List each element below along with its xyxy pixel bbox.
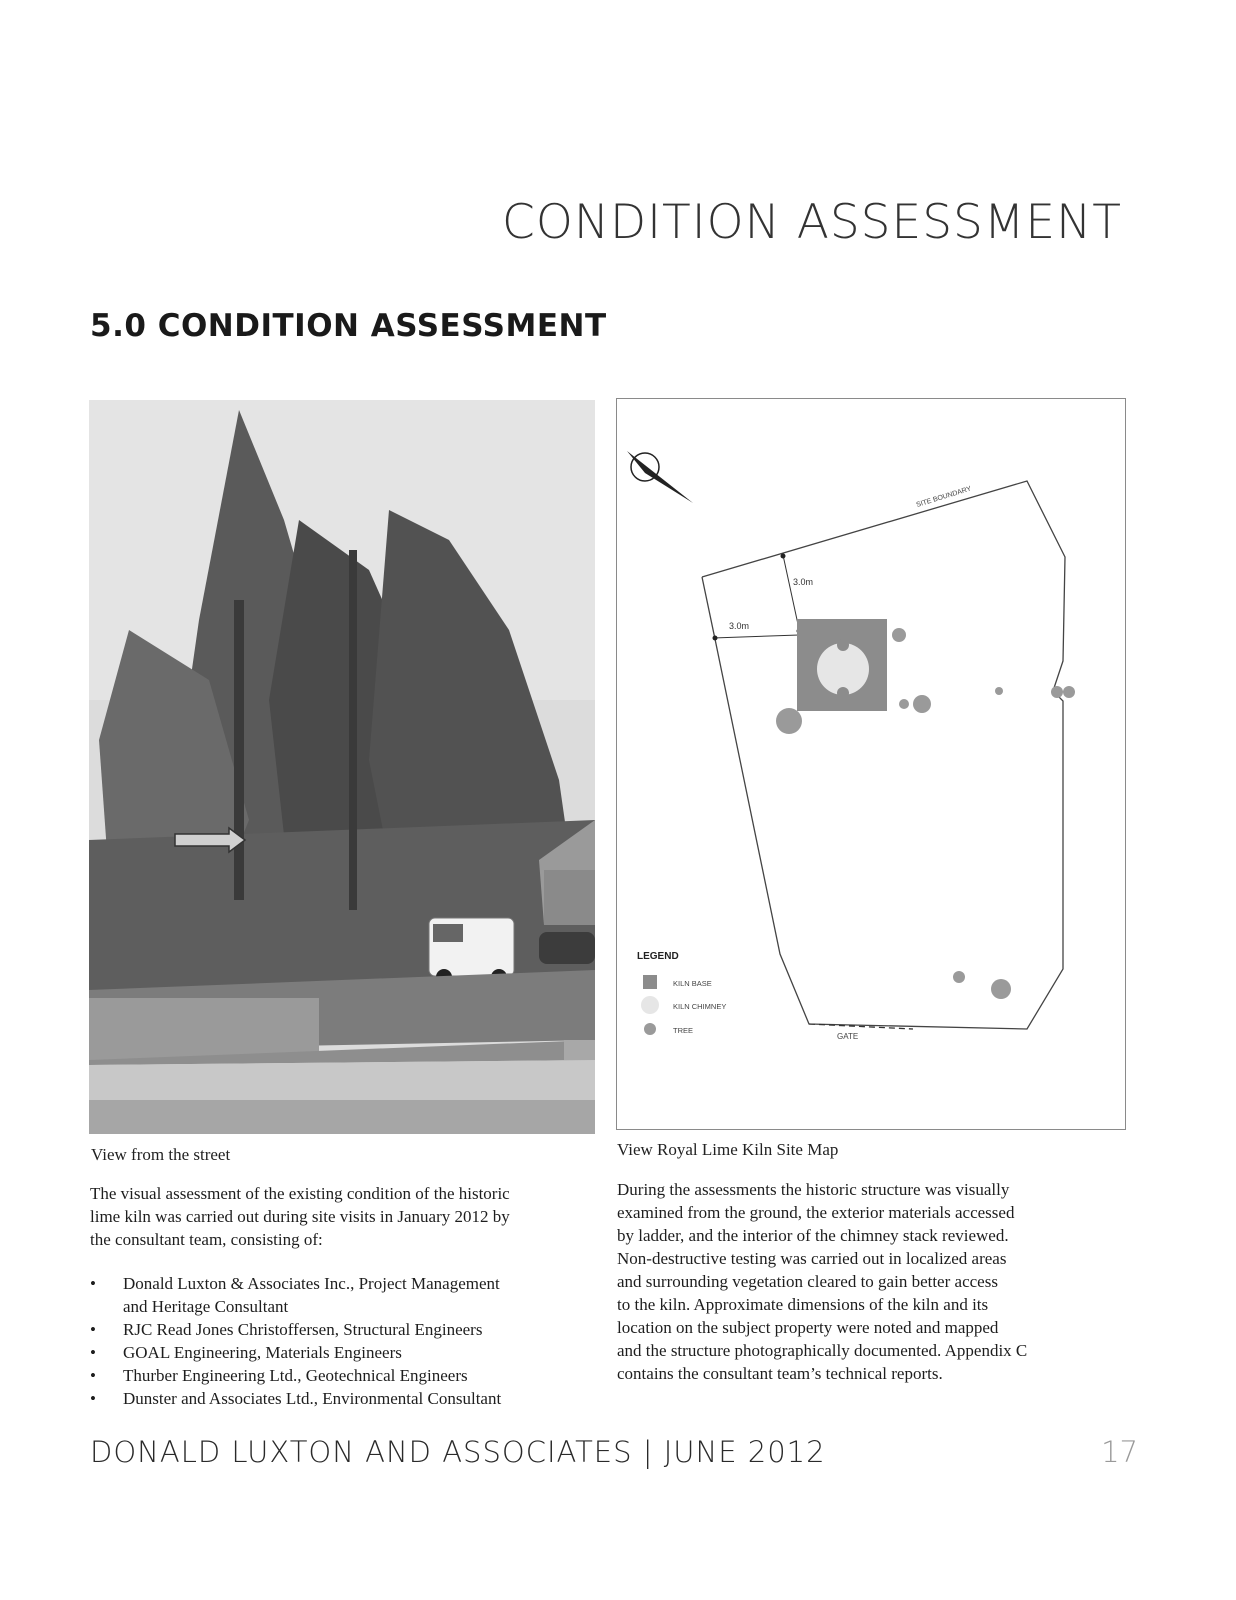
paragraph-line: and the structure photographically documented. Appendix C bbox=[617, 1341, 1028, 1360]
site-map-drawing bbox=[617, 399, 1125, 1129]
intro-paragraph bbox=[90, 1182, 600, 1251]
bullet-icon: • bbox=[90, 1389, 96, 1408]
intro-line: the consultant team, consisting of: bbox=[90, 1230, 323, 1249]
bullet-icon: • bbox=[90, 1274, 96, 1293]
paragraph-line: and surrounding vegetation cleared to gain better access bbox=[617, 1272, 998, 1291]
list-item-text: and Heritage Consultant bbox=[123, 1297, 289, 1316]
legend-title: LEGEND bbox=[637, 951, 679, 962]
consultant-list bbox=[90, 1272, 590, 1410]
paragraph-line: by ladder, and the interior of the chimney stack reviewed. bbox=[617, 1226, 1009, 1245]
list-item-text: Dunster and Associates Ltd., Environmental Consultant bbox=[123, 1389, 502, 1408]
site-boundary-line bbox=[702, 481, 1065, 1029]
list-item bbox=[90, 1364, 590, 1387]
street-view-photo bbox=[89, 400, 595, 1134]
paragraph-line: Non-destructive testing was carried out in localized areas bbox=[617, 1249, 1007, 1268]
list-item-text: GOAL Engineering, Materials Engineers bbox=[123, 1343, 402, 1362]
legend-item-tree: TREE bbox=[673, 1026, 694, 1035]
intro-line: The visual assessment of the existing condition of the historic bbox=[90, 1184, 510, 1203]
bullet-icon: • bbox=[90, 1366, 96, 1385]
list-item-text: Thurber Engineering Ltd., Geotechnical Engineers bbox=[123, 1366, 468, 1385]
list-item bbox=[90, 1318, 590, 1341]
site-boundary-label: SITE BOUNDARY bbox=[915, 485, 973, 509]
paragraph-line: examined from the ground, the exterior materials accessed bbox=[617, 1203, 1015, 1222]
dimension-label-top: 3.0m bbox=[793, 577, 814, 587]
site-map bbox=[616, 398, 1126, 1130]
list-item bbox=[90, 1272, 590, 1318]
photo-caption: View from the street bbox=[91, 1145, 231, 1164]
intro-line: lime kiln was carried out during site visits in January 2012 by bbox=[90, 1207, 510, 1226]
paragraph-line: location on the subject property were noted and mapped bbox=[617, 1318, 999, 1337]
list-item-text: RJC Read Jones Christoffersen, Structural Engineers bbox=[123, 1320, 483, 1339]
paragraph-line: to the kiln. Approximate dimensions of the kiln and its bbox=[617, 1295, 989, 1314]
street-view-image bbox=[89, 400, 595, 1134]
list-item bbox=[90, 1387, 590, 1410]
legend-item-kiln-chimney: KILN CHIMNEY bbox=[673, 1002, 727, 1011]
assessment-paragraph bbox=[617, 1178, 1137, 1385]
page-footer: DONALD LUXTON AND ASSOCIATES | JUNE 2012 bbox=[90, 1435, 826, 1469]
bullet-icon: • bbox=[90, 1343, 96, 1362]
bullet-icon: • bbox=[90, 1320, 96, 1339]
gate-label: GATE bbox=[837, 1032, 859, 1041]
paragraph-line: contains the consultant team’s technical reports. bbox=[617, 1364, 943, 1383]
list-item bbox=[90, 1341, 590, 1364]
section-heading: 5.0 CONDITION ASSESSMENT bbox=[90, 308, 607, 344]
page-number: 17 bbox=[1101, 1435, 1138, 1469]
legend-item-kiln-base: KILN BASE bbox=[673, 979, 712, 988]
dimension-label-left: 3.0m bbox=[729, 621, 750, 631]
paragraph-line: During the assessments the historic structure was visually bbox=[617, 1180, 1010, 1199]
north-arrow-icon bbox=[627, 451, 693, 503]
page-header-title: CONDITION ASSESSMENT bbox=[502, 195, 1122, 250]
map-legend bbox=[637, 951, 726, 1035]
map-caption: View Royal Lime Kiln Site Map bbox=[617, 1140, 839, 1159]
list-item-text: Donald Luxton & Associates Inc., Project Management bbox=[123, 1274, 500, 1293]
